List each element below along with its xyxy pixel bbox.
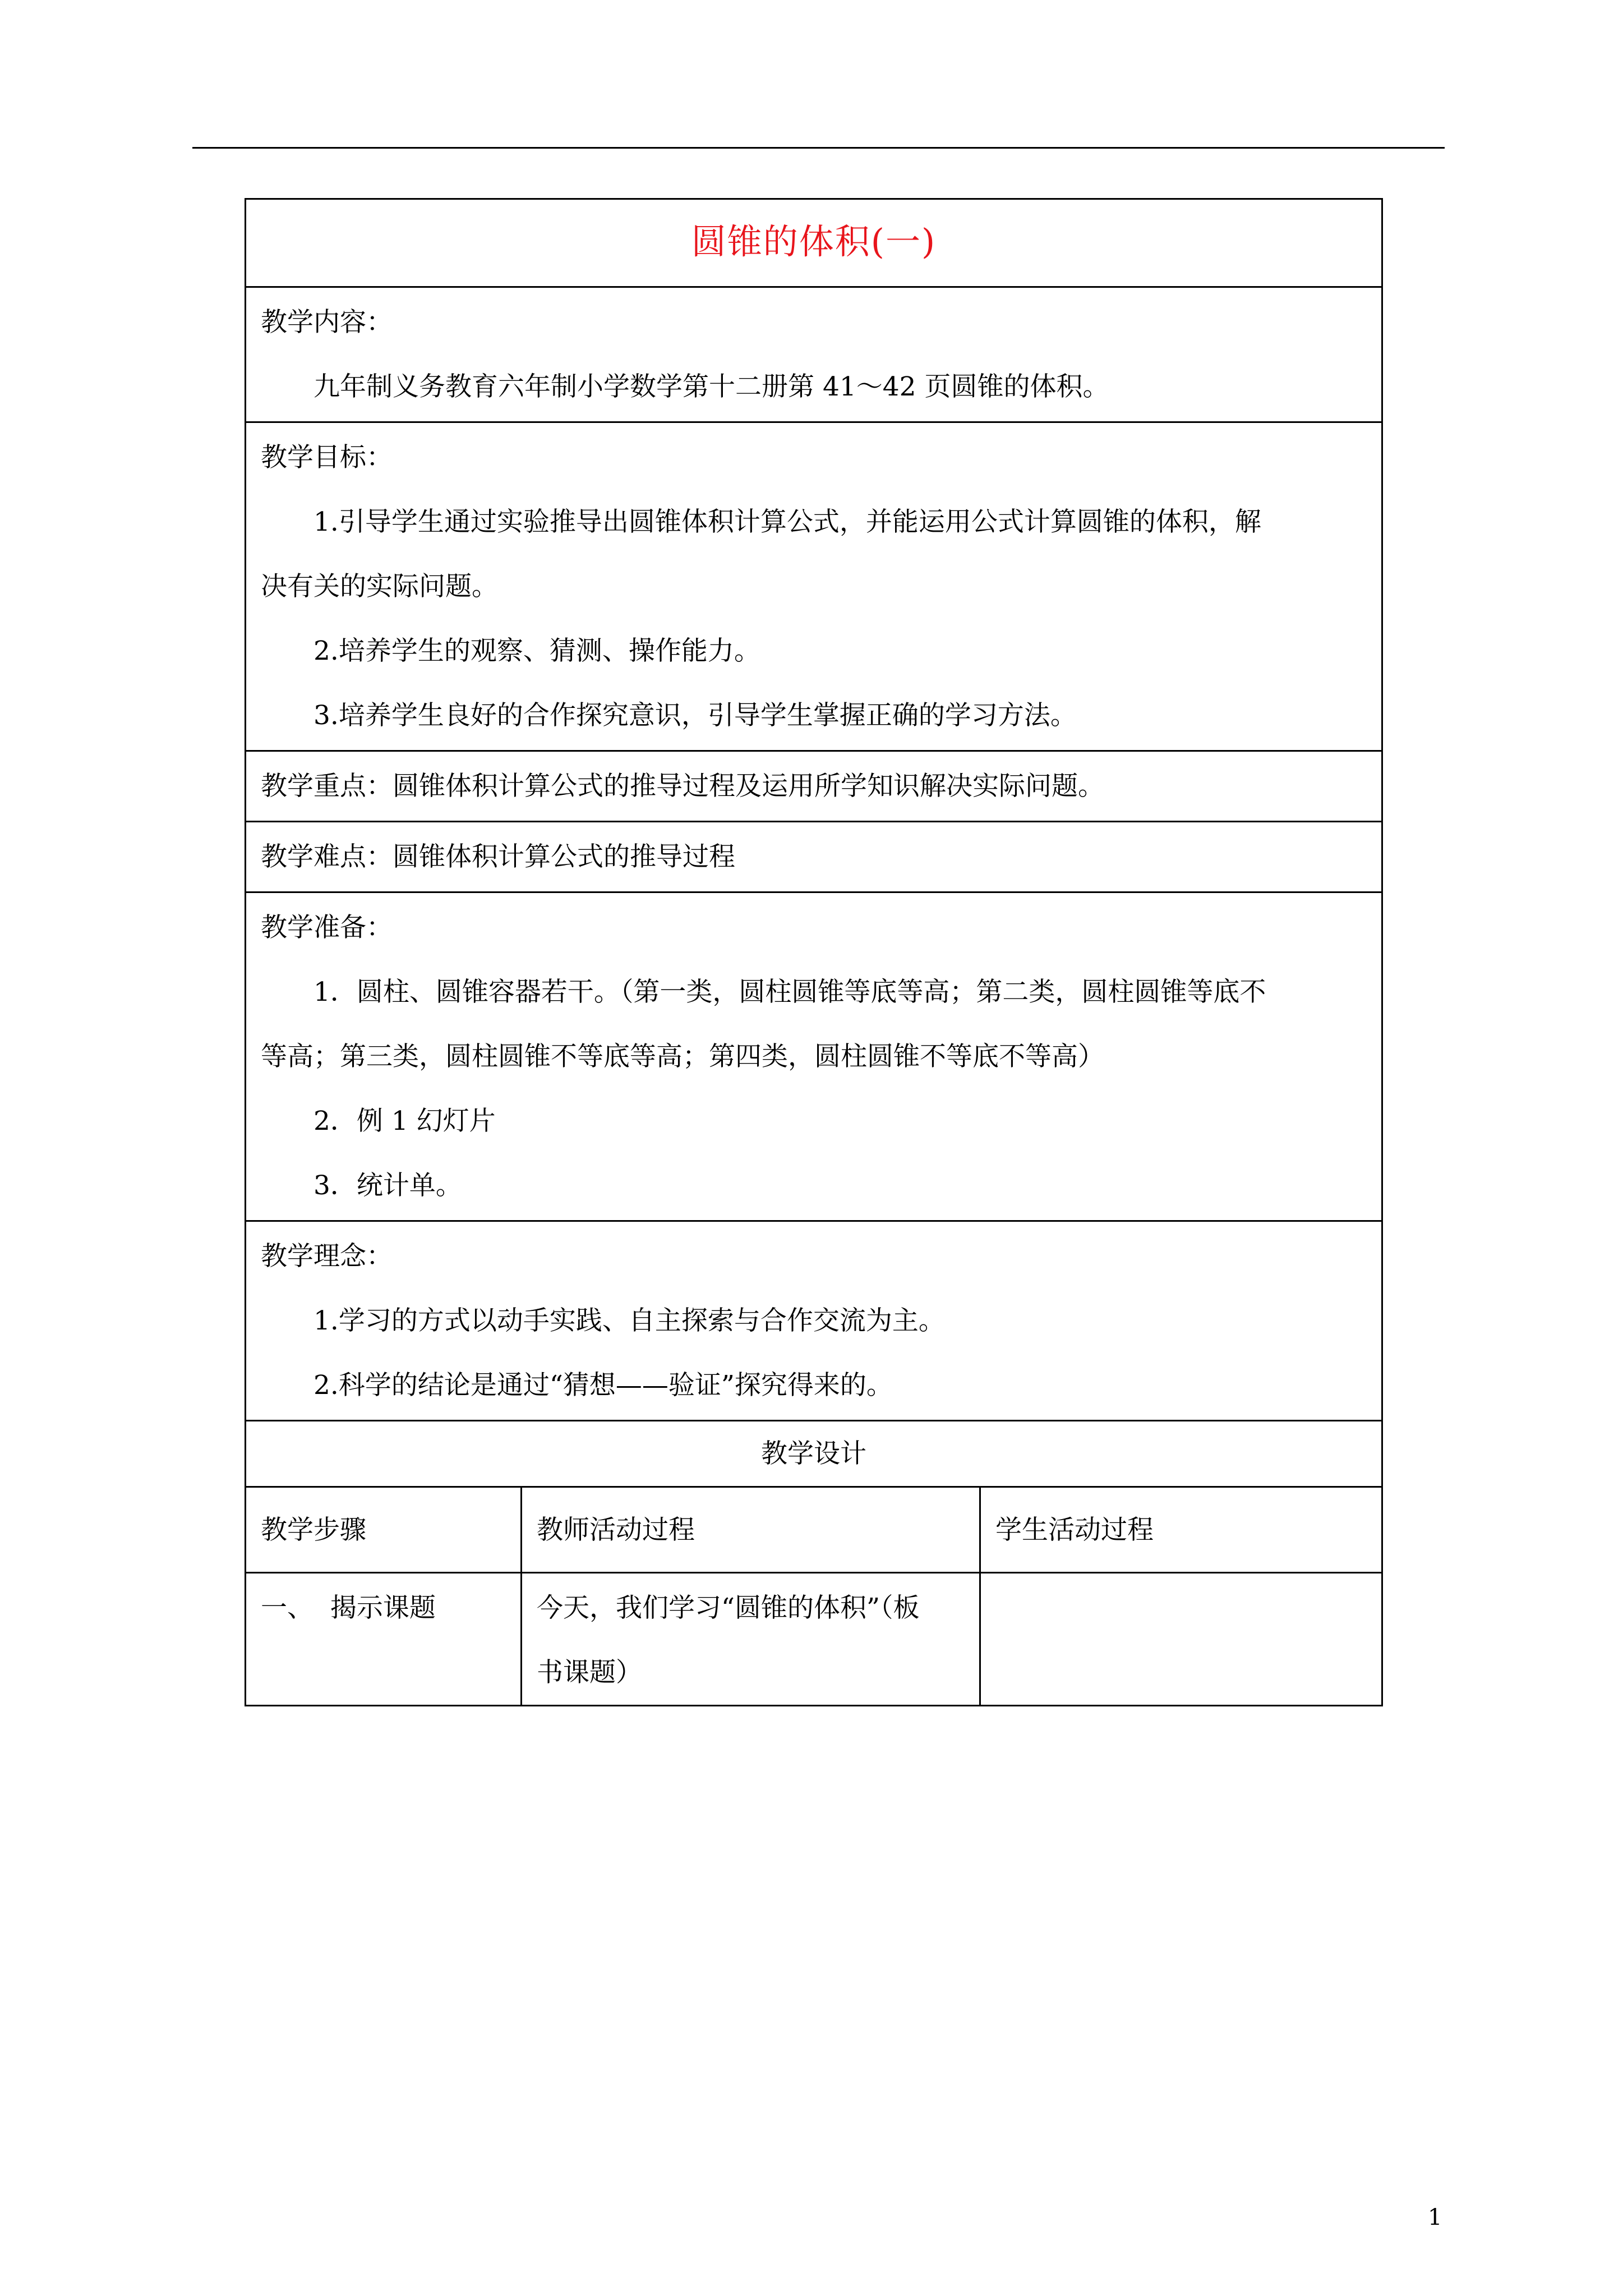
content-section xyxy=(246,287,1382,422)
teacher-activity-line: 书课题） xyxy=(537,1657,642,1688)
philosophy-section xyxy=(246,1221,1382,1421)
key-point-section xyxy=(246,751,1382,822)
design-step-row xyxy=(246,1573,1382,1706)
key-point-text: 教学重点：圆锥体积计算公式的推导过程及运用所学知识解决实际问题。 xyxy=(261,771,1104,802)
header-rule xyxy=(192,147,1445,149)
objectives-row xyxy=(246,422,1382,751)
key-point-row xyxy=(246,751,1382,822)
difficulty-text: 教学难点：圆锥体积计算公式的推导过程 xyxy=(261,841,735,872)
philosophy-item: 1.学习的方式以动手实践、自主探索与合作交流为主。 xyxy=(313,1305,945,1336)
content-label: 教学内容： xyxy=(261,307,393,338)
philosophy-label: 教学理念： xyxy=(261,1241,393,1272)
content-row xyxy=(246,287,1382,422)
objective-item: 3.培养学生良好的合作探究意识，引导学生掌握正确的学习方法。 xyxy=(313,700,1077,731)
objectives-section xyxy=(246,422,1382,751)
objective-item: 决有关的实际问题。 xyxy=(261,571,498,602)
difficulty-section xyxy=(246,822,1382,892)
preparation-row xyxy=(246,892,1382,1221)
philosophy-row xyxy=(246,1221,1382,1421)
page-number: 1 xyxy=(1428,2205,1442,2230)
design-heading: 教学设计 xyxy=(246,1421,1382,1487)
design-heading-row xyxy=(246,1421,1382,1487)
content-text: 九年制义务教育六年制小学数学第十二册第 41～42 页圆锥的体积。 xyxy=(313,371,1109,402)
document-title: 圆锥的体积(一) xyxy=(691,220,937,262)
teacher-activity xyxy=(522,1573,980,1706)
preparation-section xyxy=(246,892,1382,1221)
student-activity xyxy=(980,1573,1382,1706)
philosophy-item: 2.科学的结论是通过“猜想——验证”探究得来的。 xyxy=(313,1370,893,1401)
preparation-item: 3．统计单。 xyxy=(313,1170,462,1201)
preparation-item: 等高；第三类，圆柱圆锥不等底等高；第四类，圆柱圆锥不等底不等高） xyxy=(261,1041,1104,1072)
preparation-item: 1．圆柱、圆锥容器若干。（第一类，圆柱圆锥等底等高；第二类，圆柱圆锥等底不 xyxy=(313,977,1266,1007)
column-header-teacher: 教师活动过程 xyxy=(522,1487,980,1573)
step-name xyxy=(246,1573,522,1706)
teacher-activity-line: 今天，我们学习“圆锥的体积”（板 xyxy=(537,1593,920,1623)
objectives-label: 教学目标： xyxy=(261,442,393,473)
objective-item: 1.引导学生通过实验推导出圆锥体积计算公式，并能运用公式计算圆锥的体积，解 xyxy=(313,507,1261,537)
column-header-step: 教学步骤 xyxy=(246,1487,522,1573)
column-header-student: 学生活动过程 xyxy=(980,1487,1382,1573)
lesson-plan-table xyxy=(245,198,1383,1706)
title-cell xyxy=(246,199,1382,287)
preparation-label: 教学准备： xyxy=(261,912,393,943)
preparation-item: 2．例 1 幻灯片 xyxy=(313,1106,496,1137)
objective-item: 2.培养学生的观察、猜测、操作能力。 xyxy=(313,636,760,666)
design-header-row xyxy=(246,1487,1382,1573)
difficulty-row xyxy=(246,822,1382,892)
title-row xyxy=(246,199,1382,287)
step-name-text: 一、 揭示课题 xyxy=(261,1593,436,1623)
